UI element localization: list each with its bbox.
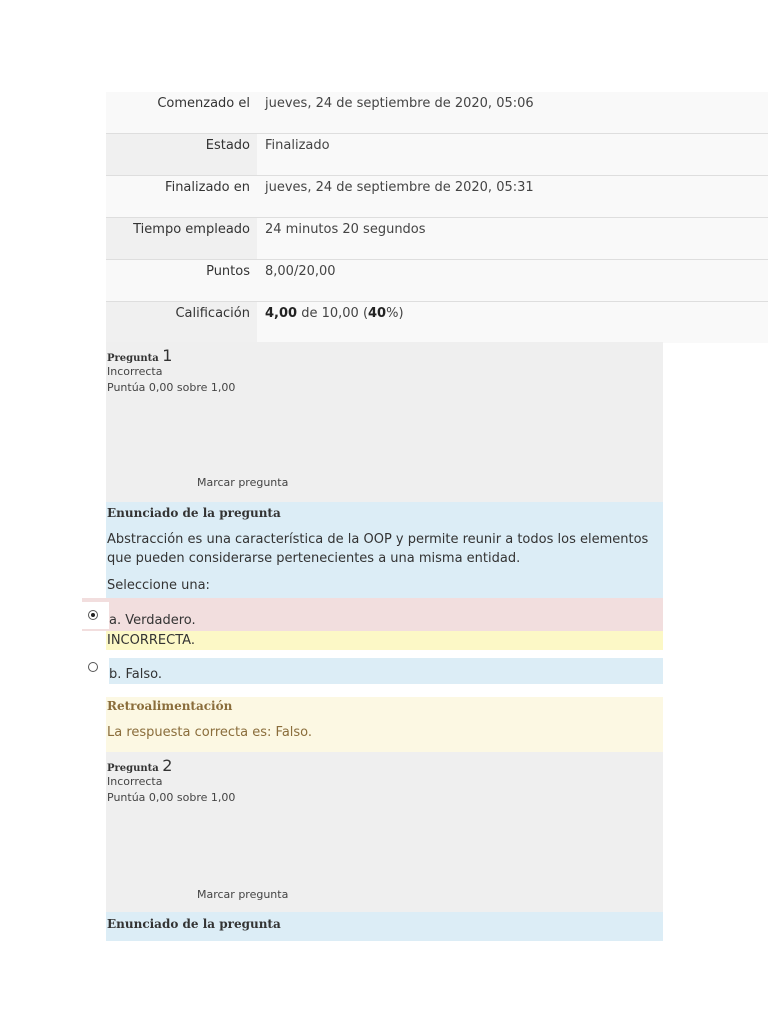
question-number xyxy=(107,346,172,365)
summary-label: Tiempo empleado xyxy=(106,218,257,259)
question-grade: Puntúa 0,00 sobre 1,00 xyxy=(107,791,236,804)
summary-row-finished xyxy=(106,176,768,218)
question-number xyxy=(107,756,172,775)
summary-row-time-taken xyxy=(106,218,768,260)
question-1-formulation xyxy=(106,502,663,598)
summary-value: Finalizado xyxy=(257,134,768,175)
formulation-title: Enunciado de la pregunta xyxy=(107,917,281,931)
flag-question-link[interactable]: Marcar pregunta xyxy=(197,888,289,901)
outcome-title: Retroalimentación xyxy=(107,699,233,713)
question-state: Incorrecta xyxy=(107,775,163,788)
summary-label: Comenzado el xyxy=(106,92,257,133)
radio-container xyxy=(82,602,109,629)
grade-score: 4,00 xyxy=(265,306,298,321)
answer-prompt: Seleccione una: xyxy=(107,578,210,593)
question-label: Pregunta xyxy=(107,353,159,364)
summary-value-grade xyxy=(257,302,768,343)
answer-label: b. Falso. xyxy=(109,667,163,682)
answer-option-a[interactable] xyxy=(82,598,663,631)
formulation-title: Enunciado de la pregunta xyxy=(107,506,281,520)
summary-label: Estado xyxy=(106,134,257,175)
summary-row-started xyxy=(106,92,768,134)
answer-label: a. Verdadero. xyxy=(109,613,196,628)
summary-label: Puntos xyxy=(106,260,257,301)
radio-container xyxy=(82,658,109,684)
question-grade: Puntúa 0,00 sobre 1,00 xyxy=(107,381,236,394)
summary-value: jueves, 24 de septiembre de 2020, 05:06 xyxy=(257,92,768,133)
answer-feedback: INCORRECTA. xyxy=(106,631,663,650)
question-state: Incorrecta xyxy=(107,365,163,378)
flag-question-link[interactable]: Marcar pregunta xyxy=(197,476,289,489)
question-number-value: 2 xyxy=(162,756,173,775)
question-1-outcome xyxy=(106,697,663,752)
quiz-review-summary xyxy=(106,92,768,343)
question-1-info xyxy=(106,342,663,502)
summary-label: Finalizado en xyxy=(106,176,257,217)
grade-percent-suffix: %) xyxy=(386,306,404,321)
radio-checked-icon[interactable] xyxy=(88,610,98,620)
summary-row-points xyxy=(106,260,768,302)
correct-answer-text: La respuesta correcta es: Falso. xyxy=(107,725,313,740)
radio-unchecked-icon[interactable] xyxy=(88,662,98,672)
summary-row-grade xyxy=(106,302,768,343)
summary-value: 8,00/20,00 xyxy=(257,260,768,301)
question-2-info xyxy=(106,752,663,912)
question-number-value: 1 xyxy=(162,346,173,365)
answer-option-b[interactable] xyxy=(82,658,663,684)
question-2-formulation xyxy=(106,912,663,941)
grade-out-of: de 10,00 ( xyxy=(297,306,369,321)
summary-label: Calificación xyxy=(106,302,257,343)
grade-percent: 40 xyxy=(368,306,387,321)
summary-row-state xyxy=(106,134,768,176)
question-label: Pregunta xyxy=(107,763,159,774)
summary-value: 24 minutos 20 segundos xyxy=(257,218,768,259)
question-text: Abstracción es una característica de la OOP y permite reunir a todos los elementos que pueden considerarse pertenecientes a una misma entidad. xyxy=(107,532,649,566)
summary-value: jueves, 24 de septiembre de 2020, 05:31 xyxy=(257,176,768,217)
